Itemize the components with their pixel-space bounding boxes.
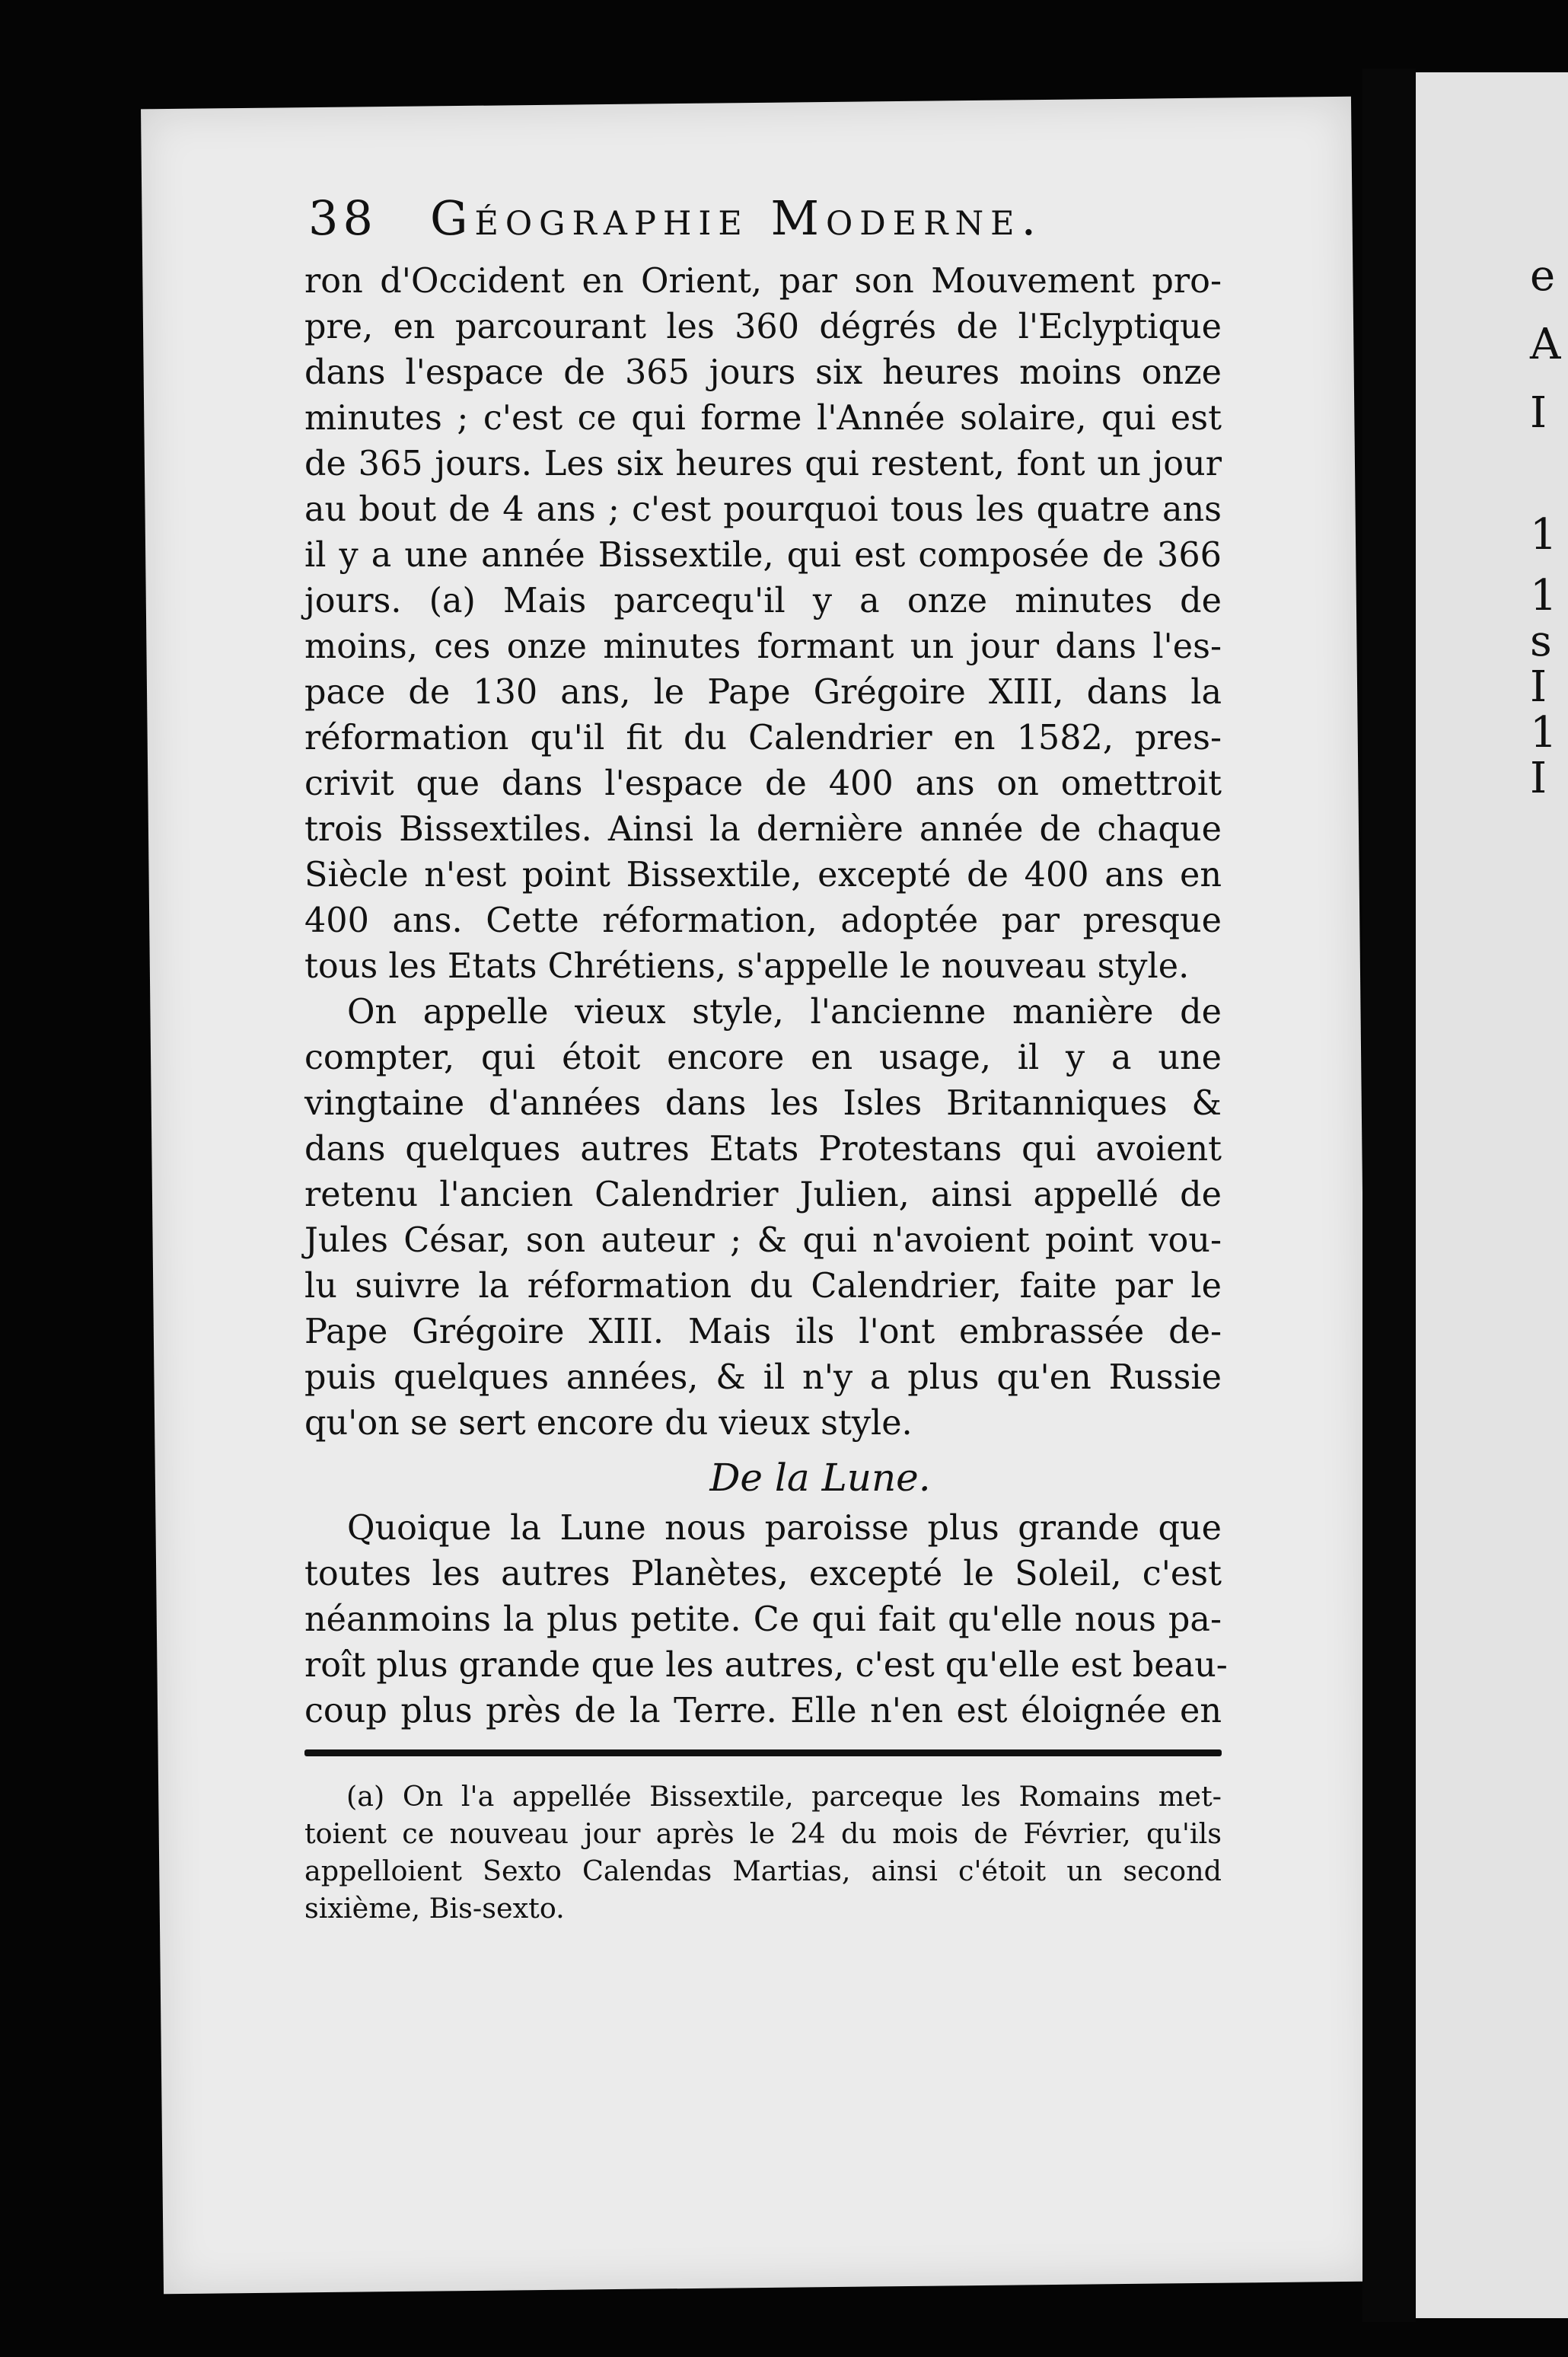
text-line: coup plus près de la Terre. Elle n'en est éloignée en [304, 1692, 1222, 1730]
page-content [304, 190, 1228, 1927]
facing-page-fragment: 1 [1530, 571, 1557, 620]
book-gutter [1362, 69, 1416, 2322]
text-line: On appelle vieux style, l'ancienne manière de [347, 993, 1222, 1032]
text-line: Quoique la Lune nous paroisse plus grande que [347, 1509, 1222, 1548]
text-line: crivit que dans l'espace de 400 ans on omettroit [304, 764, 1222, 803]
footnote-line: appelloient Sexto Calendas Martias, ainsi c'étoit un second [304, 1855, 1222, 1887]
facing-page-fragment: I [1530, 754, 1547, 803]
text-line: pace de 130 ans, le Pape Grégoire XIII, dans la [304, 673, 1222, 712]
text-line: roît plus grande que les autres, c'est qu'elle est beau- [304, 1646, 1228, 1685]
facing-page-fragment: I [1530, 662, 1547, 712]
facing-page-fragment: I [1530, 388, 1547, 438]
text-line: pre, en parcourant les 360 dégrés de l'Eclyptique [304, 308, 1222, 346]
paragraph-old-style [304, 990, 1222, 1446]
text-line: Siècle n'est point Bissextile, excepté de 400 ans en [304, 856, 1222, 895]
text-line: ron d'Occident en Orient, par son Mouvement pro- [304, 262, 1222, 301]
text-line: puis quelques années, & il n'y a plus qu'en Russie [304, 1358, 1222, 1397]
footnote [304, 1778, 1222, 1927]
footnote-line: toient ce nouveau jour après le 24 du mois de Février, qu'ils [304, 1817, 1222, 1850]
text-line: trois Bissextiles. Ainsi la dernière année de chaque [304, 810, 1222, 849]
paragraph-moon [304, 1506, 1228, 1734]
text-line: dans quelques autres Etats Protestans qui avoient [304, 1130, 1222, 1169]
text-line: Pape Grégoire XIII. Mais ils l'ont embrassée de- [304, 1312, 1222, 1351]
section-heading: De la Lune. [709, 1456, 931, 1500]
running-title: Géographie Moderne. [430, 190, 1044, 246]
text-line: toutes les autres Planètes, excepté le Soleil, c'est [304, 1555, 1222, 1593]
text-line: vingtaine d'années dans les Isles Britanniques & [304, 1084, 1222, 1123]
text-line: minutes ; c'est ce qui forme l'Année solaire, qui est [304, 399, 1222, 438]
facing-page-fragment: s [1530, 617, 1552, 666]
facing-page-fragment: 1 [1530, 708, 1557, 757]
text-line: de 365 jours. Les six heures qui restent, font un jour [304, 445, 1222, 483]
text-line: Jules César, son auteur ; & qui n'avoient point vou- [304, 1221, 1222, 1260]
text-line: qu'on se sert encore du vieux style. [304, 1404, 913, 1443]
paragraph-calendar [304, 259, 1222, 990]
facing-page-edge [1416, 72, 1568, 2318]
facing-page-fragment: 1 [1530, 510, 1557, 560]
text-line: compter, qui étoit encore en usage, il y a une [304, 1038, 1222, 1077]
text-line: néanmoins la plus petite. Ce qui fait qu'elle nous pa- [304, 1600, 1222, 1639]
text-line: 400 ans. Cette réformation, adoptée par presque [304, 901, 1222, 940]
text-line: tous les Etats Chrétiens, s'appelle le nouveau style. [304, 947, 1190, 986]
text-line: lu suivre la réformation du Calendrier, faite par le [304, 1267, 1222, 1306]
facing-page-fragment: A [1530, 320, 1561, 369]
text-line: au bout de 4 ans ; c'est pourquoi tous les quatre ans [304, 490, 1222, 529]
running-header [304, 190, 1222, 259]
footnote-line: (a) On l'a appellée Bissextile, parceque les Romains met- [346, 1780, 1222, 1813]
text-line: jours. (a) Mais parcequ'il y a onze minutes de [304, 582, 1222, 620]
text-line: dans l'espace de 365 jours six heures moins onze [304, 353, 1222, 392]
footnote-line: sixième, Bis-sexto. [304, 1892, 565, 1925]
facing-page-fragment: e [1530, 251, 1556, 301]
text-line: il y a une année Bissextile, qui est composée de 366 [304, 536, 1222, 575]
text-line: moins, ces onze minutes formant un jour dans l'es- [304, 627, 1222, 666]
text-line: retenu l'ancien Calendrier Julien, ainsi appellé de [304, 1175, 1222, 1214]
text-line: réformation qu'il fit du Calendrier en 1582, pres- [304, 719, 1222, 757]
footnote-rule [304, 1749, 1222, 1756]
page-number: 38 [308, 190, 378, 246]
